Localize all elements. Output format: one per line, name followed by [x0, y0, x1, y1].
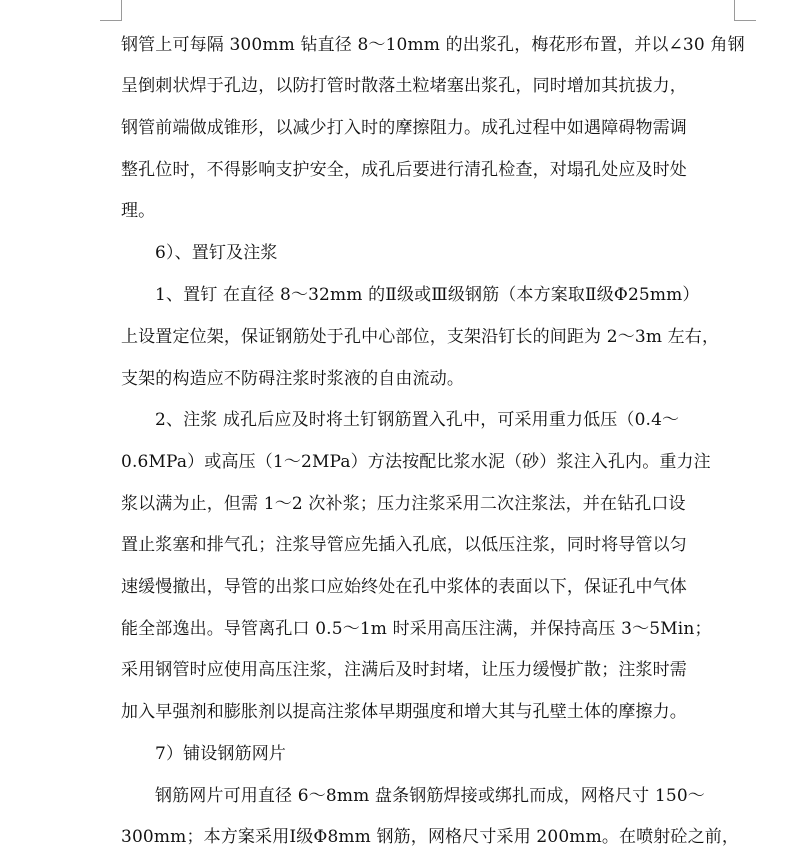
body-text-line: 整孔位时，不得影响支护安全，成孔后要进行清孔检查，对塌孔处应及时处 — [121, 160, 687, 180]
body-text-line: 0.6MPa）或高压（1～2MPa）方法按配比浆水泥（砂）浆注入孔内。重力注 — [121, 452, 711, 472]
body-text-line: 置止浆塞和排气孔；注浆导管应先插入孔底，以低压注浆，同时将导管以匀 — [121, 535, 687, 555]
paragraph-start-line: 2、注浆 成孔后应及时将土钉钢筋置入孔中，可采用重力低压（0.4～ — [155, 410, 680, 430]
body-text-line: 理。 — [121, 201, 156, 221]
body-text-line: 呈倒刺状焊于孔边，以防打管时散落土粒堵塞出浆孔，同时增加其抗拔力， — [121, 76, 687, 96]
body-text-line: 采用钢管时应使用高压注浆，注满后及时封堵，让压力缓慢扩散；注浆时需 — [121, 660, 687, 680]
body-text-line: 上设置定位架，保证钢筋处于孔中心部位，支架沿钉长的间距为 2～3m 左右， — [121, 327, 720, 347]
body-text-line: 支架的构造应不防碍注浆时浆液的自由流动。 — [121, 369, 464, 389]
body-text-line: 钢管前端做成锥形，以减少打入时的摩擦阻力。成孔过程中如遇障碍物需调 — [121, 118, 687, 138]
body-text-line: 浆以满为止，但需 1～2 次补浆；压力注浆采用二次注浆法，并在钻孔口设 — [121, 494, 686, 514]
crop-mark-top-right-horizontal — [734, 20, 756, 21]
section-heading-7: 7）铺设钢筋网片 — [155, 744, 287, 764]
crop-mark-top-left — [121, 0, 122, 21]
body-text-line: 钢管上可每隔 300mm 钻直径 8～10mm 的出浆孔，梅花形布置，并以∠30 角钢 — [121, 35, 745, 55]
body-text-line: 300mm；本方案采用Ⅰ级Φ8mm 钢筋，网格尺寸采用 200mm。在喷射砼之前， — [121, 827, 740, 847]
body-text-line: 加入早强剂和膨胀剂以提高注浆体早期强度和增大其与孔壁土体的摩擦力。 — [121, 702, 687, 722]
crop-mark-top-right — [734, 0, 735, 21]
section-heading-6: 6）、置钉及注浆 — [155, 243, 278, 263]
body-text-line: 能全部逸出。导管离孔口 0.5～1m 时采用高压注满，并保持高压 3～5Min； — [121, 619, 712, 639]
crop-mark-top-left-horizontal — [100, 20, 122, 21]
paragraph-start-line: 1、置钉 在直径 8～32mm 的Ⅱ级或Ⅲ级钢筋（本方案取Ⅱ级Φ25mm） — [155, 285, 700, 305]
paragraph-start-line: 钢筋网片可用直径 6～8mm 盘条钢筋焊接或绑扎而成，网格尺寸 150～ — [155, 786, 705, 806]
body-text-line: 速缓慢撤出，导管的出浆口应始终处在孔中浆体的表面以下，保证孔中气体 — [121, 577, 687, 597]
